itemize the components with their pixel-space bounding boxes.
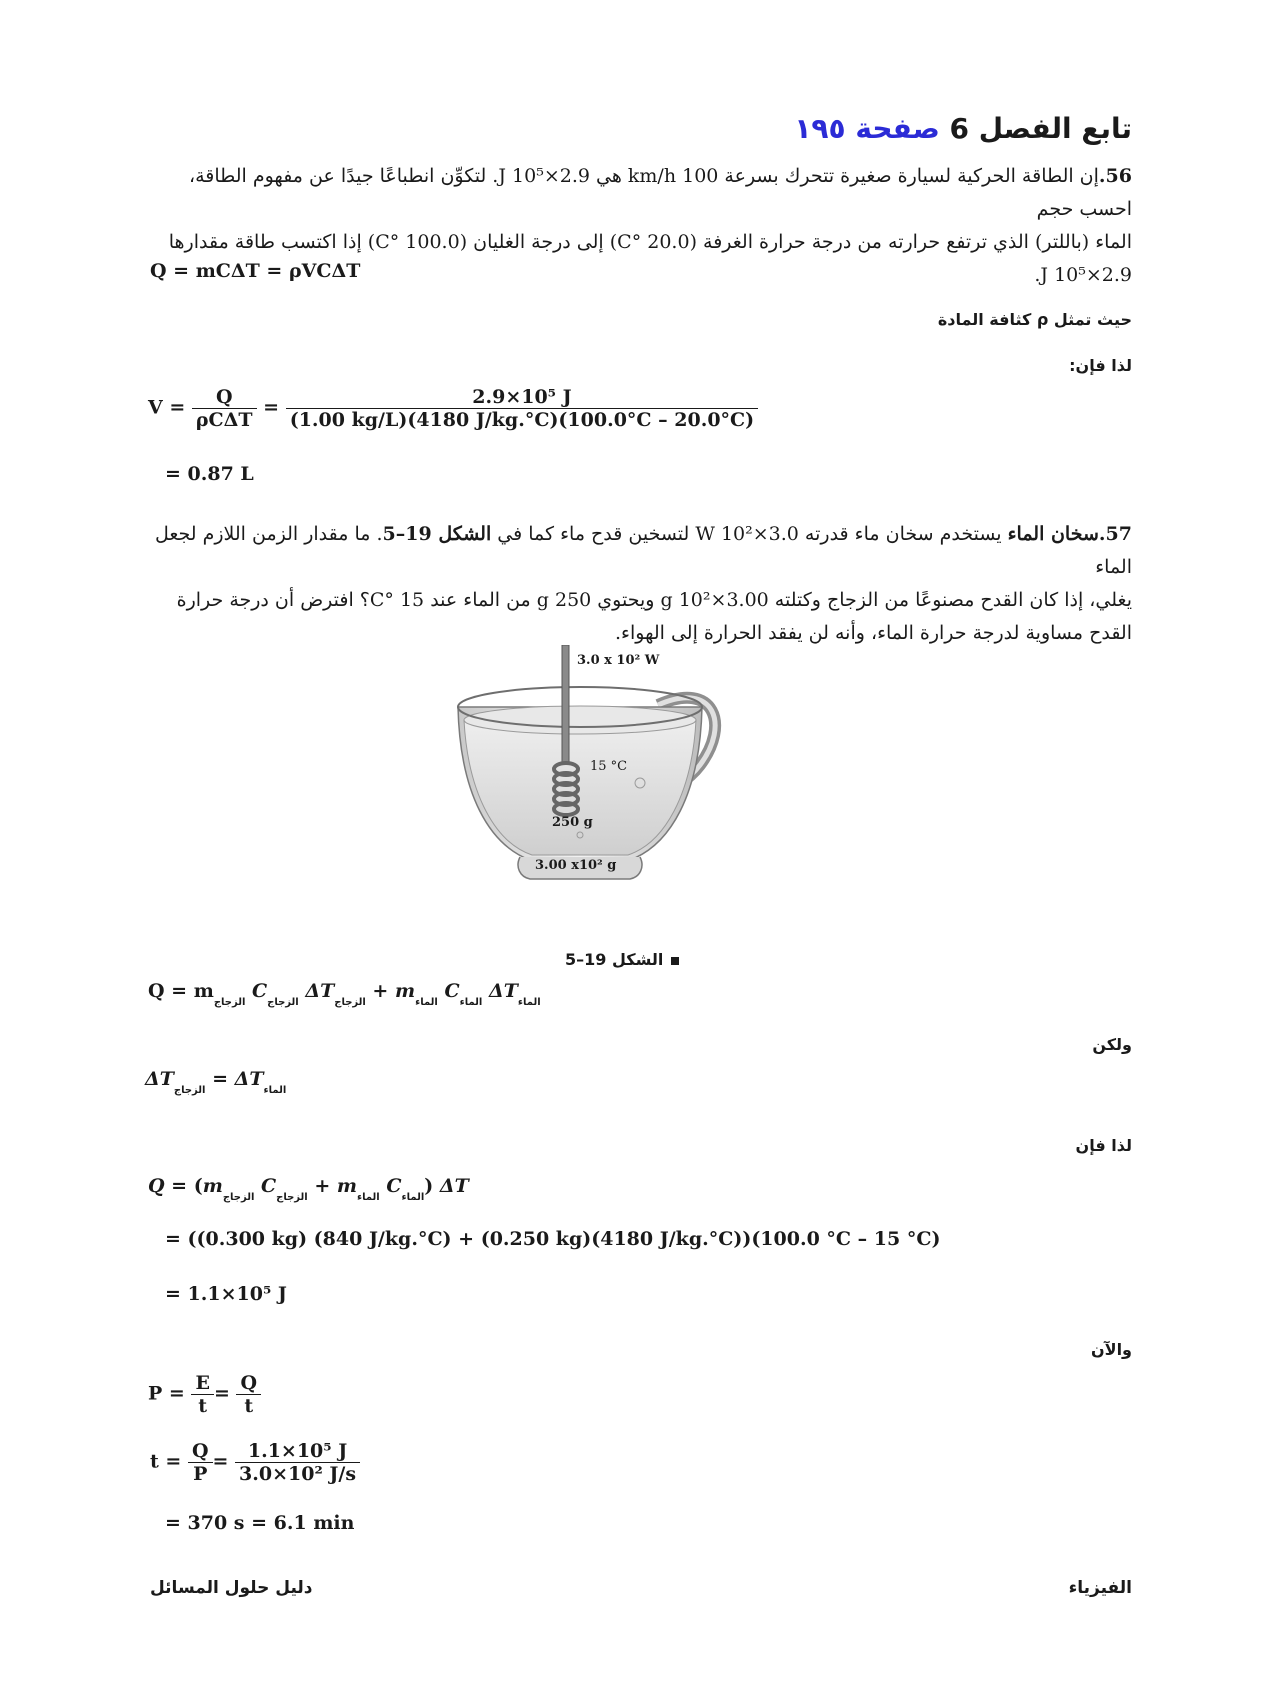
q57-heat-result: = 1.1×10⁵ J xyxy=(165,1283,287,1305)
q57-factored-equation: $Q = (m_{الزجاج}$ $C_{الزجاج} + m_{الماء}$ $C_{الماء}$) ΔT xyxy=(148,1175,469,1203)
v-equals: = xyxy=(263,396,280,419)
t-frac1-denominator: P xyxy=(193,1463,208,1485)
figure-water-mass-label: 250 g xyxy=(552,815,593,830)
sub-water-dt: الماء xyxy=(263,1085,287,1096)
p-fraction-2 xyxy=(236,1372,261,1417)
header-chapter-number: 6 xyxy=(949,112,969,145)
t-frac2-numerator: 1.1×10⁵ J xyxy=(235,1440,360,1463)
v-frac1-numerator: Q xyxy=(192,386,257,409)
figure-heater-cup xyxy=(430,645,750,935)
q57-substitution: = ((0.300 kg) (840 J/kg.°C) + (0.250 kg)(4180 J/kg.°C))(100.0 °C – 15 °C) xyxy=(165,1228,941,1250)
footer-subject: الفيزياء xyxy=(1068,1578,1132,1598)
caption-text: الشكل 19–5 xyxy=(565,950,664,969)
q56-equation-energy: Q = mCΔT = ρVCΔT xyxy=(150,260,361,282)
q57-temperature-equality: $\Delta T_{الزجاج} = \Delta T_{الماء}$ xyxy=(145,1068,287,1096)
t-fraction-2 xyxy=(235,1440,360,1485)
q57-time-equation: t = $\frac{Q}{P}$ = $\frac{\text{1.1×10⁵ J}}{\text{3.0×10² J/s}}$ xyxy=(150,1440,360,1485)
q56-label-so: لذا فإن: xyxy=(1069,356,1132,375)
q57-text-a: يستخدم سخان ماء قدرته 3.0×10² W لتسخين قدح ماء كما في xyxy=(491,523,1008,545)
q57-power-equation: P = $\frac{E}{t}$ = $\frac{Q}{t}$ xyxy=(148,1372,261,1417)
sub-glass-t: الزجاج xyxy=(334,997,366,1008)
q56-number: 56. xyxy=(1098,165,1132,187)
figure-temperature-label: 15 °C xyxy=(590,759,628,774)
v-fraction-1 xyxy=(192,386,257,431)
q57-time-result: = 370 s = 6.1 min xyxy=(165,1512,355,1534)
sub-water-m: الماء xyxy=(415,997,438,1008)
v-lhs: V = xyxy=(148,396,186,419)
question-57-text xyxy=(132,518,1132,650)
sub-glass-dt: الزجاج xyxy=(173,1085,206,1096)
q56-line-3: 2.9×10⁵ J. xyxy=(1034,264,1132,286)
q57-title: سخان الماء xyxy=(1007,523,1099,545)
v-frac2-numerator: 2.9×10⁵ J xyxy=(286,386,758,409)
header-chapter: تابع الفصل xyxy=(978,112,1132,145)
figure-cup-mass-label: 3.00 x10² g xyxy=(535,858,617,873)
sub-water-c2: الماء xyxy=(401,1192,425,1203)
figure-caption xyxy=(565,950,679,969)
q57-line-2: يغلي، إذا كان القدح مصنوعًا من الزجاج وكتلته 3.00×10² g ويحتوي 250 g من الماء عند 15 °C؟ افترض أن درجة حرارة xyxy=(176,589,1132,611)
header-page-word: صفحة xyxy=(855,112,940,145)
page-header xyxy=(794,112,1132,145)
sub-glass-c: الزجاج xyxy=(267,997,299,1008)
q57-number: 57. xyxy=(1098,523,1132,545)
p-frac1-numerator: E xyxy=(191,1372,213,1395)
v-fraction-2 xyxy=(286,386,758,431)
sub-water-t: الماء xyxy=(517,997,541,1008)
q56-line-2: الماء (باللتر) الذي ترتفع حرارته من درجة حرارة الغرفة (20.0 °C) إلى درجة الغليان (100.0 °C) إذا اكتسب طاقة مقدارها xyxy=(168,231,1132,253)
t-frac1-numerator: Q xyxy=(188,1440,213,1463)
q56-volume-equation xyxy=(148,386,758,431)
sub-glass-m2: الزجاج xyxy=(222,1192,255,1203)
sub-water-c: الماء xyxy=(459,997,483,1008)
header-page-number: ١٩٥ xyxy=(794,112,846,145)
p-frac2-numerator: Q xyxy=(236,1372,261,1395)
q57-figure-ref: الشكل 19–5 xyxy=(382,523,492,545)
q57-label-but: ولكن xyxy=(1092,1035,1132,1054)
caption-square-icon xyxy=(671,957,679,965)
q57-line-1 xyxy=(132,518,1132,584)
q57-line-3: القدح مساوية لدرجة حرارة الماء، وأنه لن يفقد الحرارة إلى الهواء. xyxy=(615,622,1132,644)
t-fraction-1 xyxy=(188,1440,213,1485)
q57-label-now: والآن xyxy=(1091,1340,1132,1359)
sub-glass-c2: الزجاج xyxy=(276,1192,308,1203)
p-lhs: P = xyxy=(148,1382,185,1405)
p-frac1-denominator: t xyxy=(198,1395,208,1417)
footer-guide-title: دليل حلول المسائل xyxy=(150,1578,313,1598)
q-main: Q = m xyxy=(148,980,214,1002)
figure-power-label: 3.0 x 10² W xyxy=(577,653,660,668)
q57-text-b: . ما مقدار الزمن اللازم لجعل الماء xyxy=(154,523,1132,578)
sub-glass-m: الزجاج xyxy=(213,997,246,1008)
p-fraction-1 xyxy=(191,1372,213,1417)
sub-water-m2: الماء xyxy=(356,1192,380,1203)
cup-illustration xyxy=(430,645,750,935)
q57-heat-equation: $Q = m_{الزجاج}$ $C_{الزجاج}$ $\Delta T_{الزجاج} + m_{الماء}$ $C_{الماء}$ $\Delta T_{الماء}$ xyxy=(148,980,541,1008)
v-frac2-denominator: (1.00 kg/L)(4180 J/kg.°C)(100.0°C – 20.0°C) xyxy=(289,409,755,431)
q56-label-where: حيث تمثل ρ كثافة المادة xyxy=(937,310,1132,329)
q56-result: = 0.87 L xyxy=(165,463,254,485)
q56-line-1-text: إن الطاقة الحركية لسيارة صغيرة تتحرك بسرعة 100 km/h هي 2.9×10⁵ J. لتكوِّن انطباعًا جيدًا عن مفهوم الطاقة، احسب حجم xyxy=(188,165,1132,220)
t-lhs: t = xyxy=(150,1450,182,1473)
q57-label-so: لذا فإن xyxy=(1075,1136,1132,1155)
t-frac2-denominator: 3.0×10² J/s xyxy=(239,1463,357,1485)
q56-line-1 xyxy=(132,160,1132,226)
p-frac2-denominator: t xyxy=(244,1395,254,1417)
v-frac1-denominator: ρCΔT xyxy=(195,409,253,431)
